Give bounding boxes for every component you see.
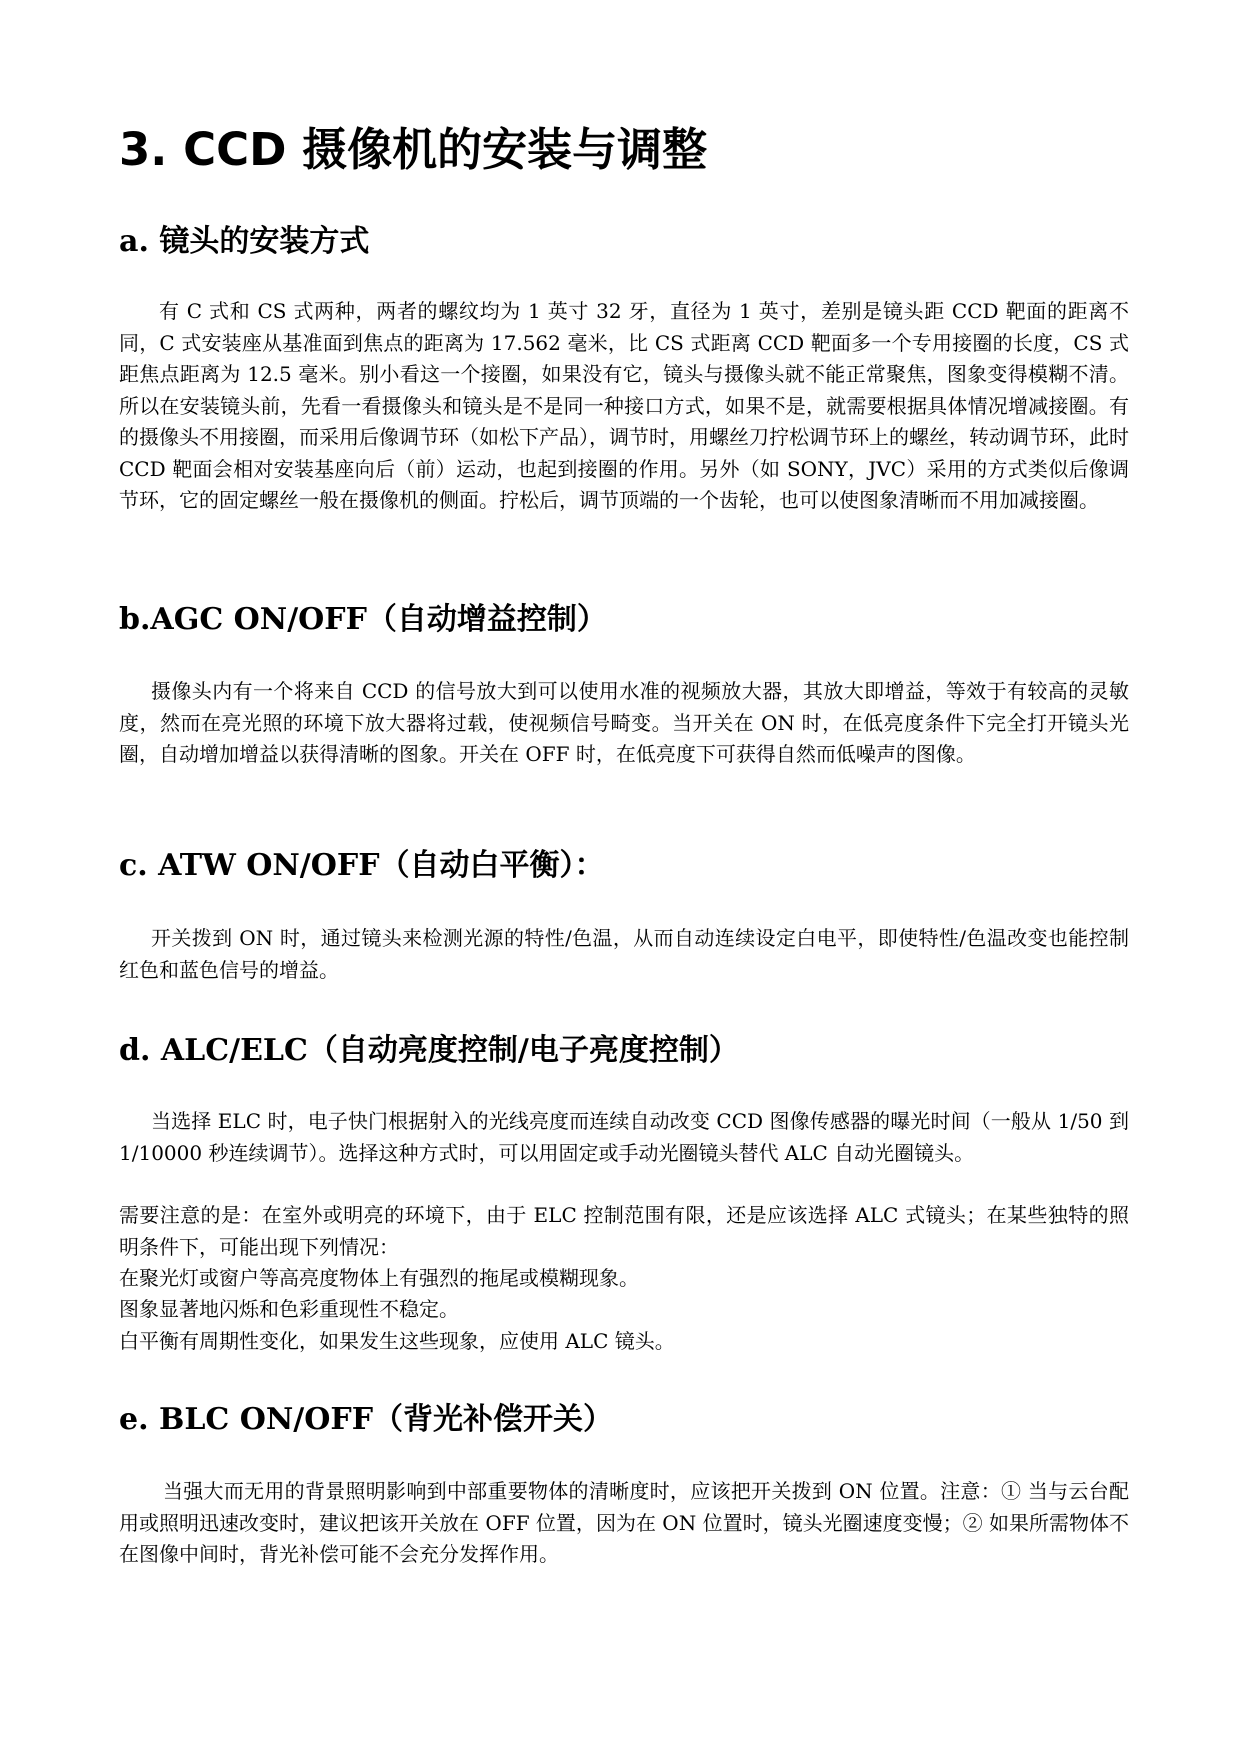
section-heading-agc: b.AGC ON/OFF（自动增益控制） xyxy=(119,602,607,637)
paragraph-alc-elc-note: 需要注意的是：在室外或明亮的环境下，由于 ELC 控制范围有限，还是应该选择 ALC 式镜头；在某些独特的照明条件下，可能出现下列情况： xyxy=(119,1203,1129,1259)
section-heading-blc: e. BLC ON/OFF（背光补偿开关） xyxy=(119,1402,613,1437)
section-heading-alc-elc: d. ALC/ELC（自动亮度控制/电子亮度控制） xyxy=(119,1033,739,1068)
list-item: 在聚光灯或窗户等高亮度物体上有强烈的拖尾或模糊现象。 xyxy=(119,1266,639,1290)
paragraph-atw: 开关拨到 ON 时，通过镜头来检测光源的特性/色温，从而自动连续设定白电平，即使特性/色温改变也能控制红色和蓝色信号的增益。 xyxy=(119,926,1129,982)
page-title: 3. CCD 摄像机的安装与调整 xyxy=(119,123,708,176)
list-item: 白平衡有周期性变化，如果发生这些现象，应使用 ALC 镜头。 xyxy=(119,1329,675,1353)
paragraph-blc: 当强大而无用的背景照明影响到中部重要物体的清晰度时，应该把开关拨到 ON 位置。注意：① 当与云台配用或照明迅速改变时，建议把该开关放在 OFF 位置，因为在 ON 位置时，镜头光圈速度变慢；② 如果所需物体不在图像中间时，背光补偿可能不会充分发挥作用。 xyxy=(119,1479,1129,1566)
list-item: 图象显著地闪烁和色彩重现性不稳定。 xyxy=(119,1297,459,1321)
paragraph-agc: 摄像头内有一个将来自 CCD 的信号放大到可以使用水准的视频放大器，其放大即增益，等效于有较高的灵敏度，然而在亮光照的环境下放大器将过载，使视频信号畸变。当开关在 ON 时，在低亮度条件下完全打开镜头光圈，自动增加增益以获得清晰的图象。开关在 OFF 时，在低亮度下可获得自然而低噪声的图像。 xyxy=(119,679,1129,766)
paragraph-lens-mount: 有 C 式和 CS 式两种，两者的螺纹均为 1 英寸 32 牙，直径为 1 英寸，差别是镜头距 CCD 靶面的距离不同，C 式安装座从基准面到焦点的距离为 17.562 毫米，比 CS 式距离 CCD 靶面多一个专用接圈的长度，CS 式距焦点距离为 12.5 毫米。别小看这一个接圈，如果没有它，镜头与摄像头就不能正常聚焦，图象变得模糊不清。所以在安装镜头前，先看一看摄像头和镜头是不是同一种接口方式，如果不是，就需要根据具体情况增减接圈。有的摄像头不用接圈，而采用后像调节环（如松下产品），调节时，用螺丝刀拧松调节环上的螺丝，转动调节环，此时 CCD 靶面会相对安装基座向后（前）运动，也起到接圈的作用。另外（如 SONY，JVC）采用的方式类似后像调节环，它的固定螺丝一般在摄像机的侧面。拧松后，调节顶端的一个齿轮，也可以使图象清晰而不用加减接圈。 xyxy=(119,299,1129,512)
section-heading-atw: c. ATW ON/OFF（自动白平衡）： xyxy=(119,848,605,883)
paragraph-alc-elc: 当选择 ELC 时，电子快门根据射入的光线亮度而连续自动改变 CCD 图像传感器的曝光时间（一般从 1/50 到 1/10000 秒连续调节）。选择这种方式时，可以用固定或手动光圈镜头替代 ALC 自动光圈镜头。 xyxy=(119,1109,1129,1165)
section-heading-lens-mount: a. 镜头的安装方式 xyxy=(119,224,370,259)
